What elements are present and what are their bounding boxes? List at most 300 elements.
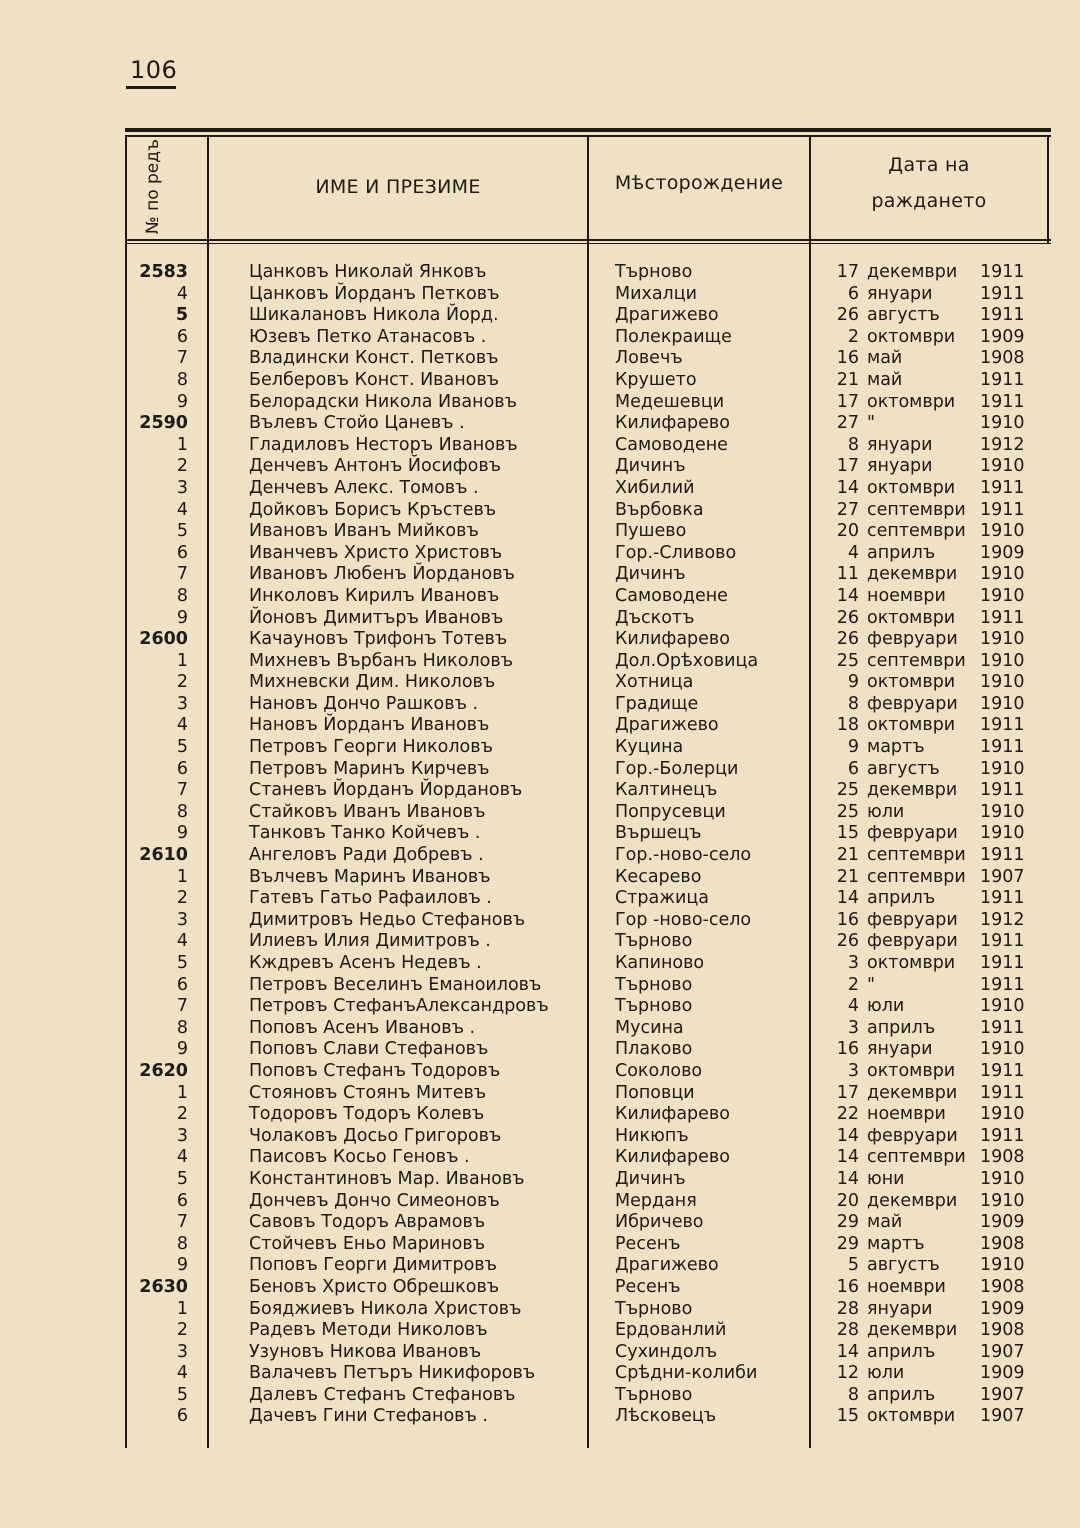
row-birthplace: Гор -ново-село (615, 909, 752, 930)
row-birth-day: 26 (836, 305, 859, 326)
row-number: 4 (176, 1147, 188, 1168)
row-number: 2610 (139, 845, 188, 866)
table-row (125, 1018, 1051, 1040)
row-number: 4 (176, 715, 188, 736)
row-birth-month: юли (867, 801, 905, 822)
table-row (125, 1299, 1051, 1321)
row-birth-day: 16 (836, 348, 859, 369)
row-birth-day: 17 (836, 262, 859, 282)
row-name: Юзевъ Петко Атанасовъ . (249, 326, 487, 347)
row-birth-month: февруари (867, 931, 958, 952)
row-number: 4 (176, 1363, 188, 1384)
row-birth-day: 29 (836, 1212, 859, 1233)
row-birth-day: 17 (836, 1082, 859, 1103)
row-birth-month: февруари (867, 1125, 958, 1146)
row-number: 2 (176, 1320, 188, 1341)
row-birth-day: 4 (847, 542, 859, 563)
row-birth-month: септември (867, 1147, 966, 1168)
row-birth-month: юли (867, 1363, 905, 1384)
row-birthplace: Плаково (615, 1039, 693, 1060)
row-name: Нановъ Дончо Рашковъ . (249, 693, 479, 714)
row-name: Беновъ Христо Обрешковъ (249, 1276, 500, 1297)
row-name: Стойчевъ Еньо Мариновъ (249, 1233, 486, 1254)
row-number: 9 (176, 823, 188, 844)
row-birth-month: май (867, 348, 903, 369)
table-row (125, 478, 1051, 500)
table-row (125, 370, 1051, 392)
row-number: 3 (176, 1125, 188, 1146)
row-number: 9 (176, 607, 188, 628)
table-row (125, 651, 1051, 673)
row-name: Качауновъ Трифонъ Тотевъ (249, 629, 508, 650)
table-row (125, 737, 1051, 759)
row-birth-month: априлъ (867, 1017, 936, 1038)
row-birth-year: 1909 (980, 1298, 1025, 1319)
row-birth-month: ноември (867, 585, 946, 606)
row-birth-month: октомври (867, 1406, 956, 1427)
table-row (125, 1169, 1051, 1191)
row-birthplace: Градище (615, 693, 699, 714)
row-birthplace: Дичинъ (615, 456, 686, 477)
row-birth-day: 16 (836, 1276, 859, 1297)
row-birth-year: 1909 (980, 542, 1025, 563)
row-name: Цанковъ Йорданъ Петковъ (249, 283, 500, 304)
row-number: 3 (176, 1341, 188, 1362)
row-number: 8 (176, 585, 188, 606)
row-name: Белорадски Никола Ивановъ (249, 391, 517, 412)
row-number: 1 (176, 1298, 188, 1319)
row-birth-day: 28 (836, 1298, 859, 1319)
table-row (125, 262, 1051, 284)
table-row (125, 715, 1051, 737)
row-name: Поповъ Асенъ Ивановъ . (249, 1017, 476, 1038)
row-birthplace: Хотница (615, 672, 694, 693)
row-birthplace: Драгижево (615, 1255, 719, 1276)
row-birth-day: 27 (836, 499, 859, 520)
row-birthplace: Хибилий (615, 477, 695, 498)
row-name: Вълевъ Стойо Цаневъ . (249, 413, 465, 434)
row-number: 1 (176, 866, 188, 887)
row-name: Ангеловъ Ради Добревъ . (249, 845, 484, 866)
row-birth-year: 1910 (980, 693, 1025, 714)
row-birth-day: 9 (847, 737, 859, 758)
row-name: Шикалановъ Никола Йорд. (249, 305, 499, 326)
table-row (125, 543, 1051, 565)
row-number: 5 (176, 953, 188, 973)
row-birth-year: 1910 (980, 758, 1025, 779)
row-birth-year: 1911 (980, 305, 1025, 326)
row-birthplace: Търново (615, 1384, 693, 1405)
row-birthplace: Гор.-ново-село (615, 845, 752, 866)
row-birth-year: 1908 (980, 1233, 1025, 1254)
table-row (125, 1061, 1051, 1083)
row-birth-year: 1907 (980, 1406, 1025, 1427)
row-birth-day: 14 (836, 888, 859, 909)
row-birth-day: 14 (836, 1125, 859, 1146)
row-birth-year: 1911 (980, 715, 1025, 736)
row-birth-month: май (867, 369, 903, 390)
row-birth-year: 1908 (980, 1276, 1025, 1297)
row-birthplace: Ибричево (615, 1212, 704, 1233)
table-row (125, 1126, 1051, 1148)
row-name: Дончевъ Дончо Симеоновъ (249, 1190, 500, 1211)
row-birth-month: октомври (867, 477, 956, 498)
row-number: 2 (176, 1104, 188, 1125)
row-number: 5 (176, 737, 188, 758)
row-name: Радевъ Методи Николовъ (249, 1320, 488, 1341)
row-birth-day: 20 (836, 1190, 859, 1211)
row-birth-year: 1910 (980, 1168, 1025, 1189)
row-birthplace: Търново (615, 974, 693, 995)
row-name: Димитровъ Недьо Стефановъ (249, 909, 526, 930)
row-name: Валачевъ Петъръ Никифоровъ (249, 1363, 536, 1384)
row-name: Ивановъ Любенъ Йордановъ (249, 564, 515, 585)
row-birthplace: Гор.-Сливово (615, 542, 737, 563)
row-birth-month: октомври (867, 715, 956, 736)
row-name: Илиевъ Илия Димитровъ . (249, 931, 491, 952)
row-birthplace: Върбовка (615, 499, 704, 520)
row-birth-year: 1910 (980, 564, 1025, 585)
row-number: 3 (176, 693, 188, 714)
table-row (125, 845, 1051, 867)
row-name: Станевъ Йорданъ Йордановъ (249, 780, 523, 801)
row-birth-month: мартъ (867, 1233, 925, 1254)
row-birth-year: 1910 (980, 801, 1025, 822)
row-name: Йоновъ Димитъръ Ивановъ (249, 607, 504, 628)
row-birth-day: 3 (847, 1060, 859, 1081)
row-number: 7 (176, 348, 188, 369)
row-birth-day: 11 (836, 564, 859, 585)
row-birth-day: 16 (836, 1039, 859, 1060)
row-name: Кждревъ Асенъ Недевъ . (249, 953, 482, 973)
row-birth-year: 1910 (980, 1104, 1025, 1125)
row-name: Тодоровъ Тодоръ Колевъ (249, 1104, 485, 1125)
row-birth-month: февруари (867, 909, 958, 930)
row-birthplace: Кесарево (615, 866, 702, 887)
row-birth-day: 14 (836, 1168, 859, 1189)
row-birth-month: августъ (867, 1255, 940, 1276)
header-birthdate-line1: Дата на (888, 154, 970, 176)
row-birthplace: Дол.Орѣховица (615, 650, 759, 671)
row-birth-month: ноември (867, 1104, 946, 1125)
row-name: Денчевъ Алекс. Томовъ . (249, 477, 479, 498)
row-birth-year: 1910 (980, 650, 1025, 671)
row-birth-month: септември (867, 845, 966, 866)
row-birth-year: 1910 (980, 629, 1025, 650)
row-birthplace: Ресенъ (615, 1233, 681, 1254)
row-birth-month: декември (867, 1190, 958, 1211)
table-row (125, 1083, 1051, 1105)
row-birth-year: 1911 (980, 1060, 1025, 1081)
table-row (125, 1363, 1051, 1385)
row-birthplace: Самоводене (615, 585, 728, 606)
row-birth-month: януари (867, 456, 933, 477)
row-birth-day: 25 (836, 780, 859, 801)
table-row (125, 694, 1051, 716)
row-birth-month: априлъ (867, 542, 936, 563)
table-row (125, 1385, 1051, 1407)
table-row (125, 1255, 1051, 1277)
row-birthplace: Лѣсковецъ (615, 1406, 717, 1427)
row-birth-year: 1912 (980, 909, 1025, 930)
row-birthplace: Стражица (615, 888, 710, 909)
row-birthplace: Никюпъ (615, 1125, 689, 1146)
row-number: 8 (176, 1017, 188, 1038)
table-row (125, 413, 1051, 435)
row-birth-year: 1911 (980, 607, 1025, 628)
table-row (125, 1342, 1051, 1364)
row-number: 2600 (139, 629, 188, 650)
row-number: 2620 (139, 1060, 188, 1081)
row-birth-year: 1911 (980, 780, 1025, 801)
table-body (125, 262, 1051, 1428)
row-birthplace: Ресенъ (615, 1276, 681, 1297)
row-birth-year: 1908 (980, 1320, 1025, 1341)
row-name: Цанковъ Николай Янковъ (249, 262, 487, 282)
row-birth-day: 8 (847, 693, 859, 714)
table-row (125, 392, 1051, 414)
row-birth-year: 1911 (980, 283, 1025, 304)
row-birth-day: 14 (836, 1341, 859, 1362)
header-name: ИМЕ И ПРЕЗИМЕ (315, 176, 481, 198)
row-birth-year: 1909 (980, 326, 1025, 347)
row-birth-month: октомври (867, 607, 956, 628)
row-birth-day: 6 (847, 283, 859, 304)
table-row (125, 1147, 1051, 1169)
table-row (125, 1191, 1051, 1213)
row-birthplace: Килифарево (615, 413, 730, 434)
row-birth-month: октомври (867, 326, 956, 347)
table-row (125, 888, 1051, 910)
row-name: Петровъ СтефанъАлександровъ (249, 996, 549, 1017)
row-birthplace: Драгижево (615, 305, 719, 326)
row-birth-year: 1911 (980, 845, 1025, 866)
row-number: 7 (176, 780, 188, 801)
table-row (125, 672, 1051, 694)
row-number: 4 (176, 283, 188, 304)
row-name: Петровъ Георги Николовъ (249, 737, 493, 758)
row-birth-month: февруари (867, 823, 958, 844)
row-birthplace: Търново (615, 996, 693, 1017)
row-birthplace: Капиново (615, 953, 705, 973)
row-birth-day: 18 (836, 715, 859, 736)
row-birth-year: 1910 (980, 456, 1025, 477)
table-row (125, 931, 1051, 953)
row-birth-month: априлъ (867, 888, 936, 909)
row-birth-month: юли (867, 996, 905, 1017)
row-name: Белберовъ Конст. Ивановъ (249, 369, 500, 390)
row-birth-year: 1911 (980, 974, 1025, 995)
row-birth-day: 14 (836, 477, 859, 498)
table-row (125, 586, 1051, 608)
row-birthplace: Килифарево (615, 1147, 730, 1168)
row-birth-day: 16 (836, 909, 859, 930)
row-name: Петровъ Маринъ Кирчевъ (249, 758, 490, 779)
row-number: 8 (176, 369, 188, 390)
row-birthplace: Попрусевци (615, 801, 726, 822)
row-birthplace: Дъскотъ (615, 607, 695, 628)
row-birthplace: Михалци (615, 283, 698, 304)
row-birth-day: 14 (836, 1147, 859, 1168)
header-birthplace: Мѣсторождение (614, 172, 784, 194)
row-birth-year: 1911 (980, 737, 1025, 758)
row-number: 1 (176, 1082, 188, 1103)
row-birth-day: 21 (836, 845, 859, 866)
row-name: Михневски Дим. Николовъ (249, 672, 496, 693)
row-name: Гатевъ Гатьо Рафаиловъ . (249, 888, 492, 909)
row-birth-year: 1907 (980, 866, 1025, 887)
table-row (125, 1320, 1051, 1342)
row-birth-month: януари (867, 434, 933, 455)
table-row (125, 975, 1051, 997)
row-number: 7 (176, 996, 188, 1017)
row-birthplace: Търново (615, 1298, 693, 1319)
row-birthplace: Килифарево (615, 1104, 730, 1125)
row-number: 3 (176, 477, 188, 498)
row-birth-year: 1907 (980, 1384, 1025, 1405)
row-name: Инколовъ Кирилъ Ивановъ (249, 585, 500, 606)
row-birth-year: 1911 (980, 953, 1025, 973)
row-number: 2 (176, 672, 188, 693)
row-number: 5 (175, 305, 188, 326)
table-row (125, 1406, 1051, 1428)
row-birth-day: 2 (847, 326, 859, 347)
row-birth-day: 26 (836, 931, 859, 952)
row-number: 8 (176, 1233, 188, 1254)
row-number: 6 (176, 1190, 188, 1211)
row-birth-month: августъ (867, 758, 940, 779)
row-number: 6 (176, 326, 188, 347)
row-birth-day: 20 (836, 521, 859, 542)
table-row (125, 802, 1051, 824)
header-bottom-rule (125, 239, 1051, 241)
row-birthplace: Мерданя (615, 1190, 697, 1211)
row-birthplace: Пушево (615, 521, 687, 542)
row-birth-year: 1911 (980, 391, 1025, 412)
row-birthplace: Медешевци (615, 391, 725, 412)
header-number: № по редъ (143, 138, 163, 234)
row-birth-year: 1911 (980, 499, 1025, 520)
row-name: Поповъ Слави Стефановъ (249, 1039, 489, 1060)
table-row (125, 500, 1051, 522)
row-number: 4 (176, 931, 188, 952)
row-birth-day: 8 (847, 434, 859, 455)
row-birthplace: Самоводене (615, 434, 728, 455)
row-birth-month: октомври (867, 1060, 956, 1081)
row-name: Бояджиевъ Никола Христовъ (249, 1298, 522, 1319)
row-birthplace: Поповци (615, 1082, 695, 1103)
row-birth-month: януари (867, 1039, 933, 1060)
row-birth-month: августъ (867, 305, 940, 326)
row-birth-day: 22 (836, 1104, 859, 1125)
table-row (125, 564, 1051, 586)
row-birth-year: 1910 (980, 1190, 1025, 1211)
row-birthplace: Дичинъ (615, 564, 686, 585)
row-birthplace: Мусина (615, 1017, 684, 1038)
row-birth-day: 4 (847, 996, 859, 1017)
row-birthplace: Ердованлий (615, 1320, 727, 1341)
row-number: 7 (176, 564, 188, 585)
row-birth-month: " (867, 974, 876, 995)
row-birth-month: априлъ (867, 1384, 936, 1405)
row-birth-year: 1909 (980, 1363, 1025, 1384)
row-birthplace: Соколово (615, 1060, 703, 1081)
row-birth-year: 1907 (980, 1341, 1025, 1362)
row-birth-day: 12 (836, 1363, 859, 1384)
table-row (125, 629, 1051, 651)
row-birth-month: януари (867, 283, 933, 304)
row-birthplace: Търново (615, 931, 693, 952)
row-name: Нановъ Йорданъ Ивановъ (249, 715, 490, 736)
table-row (125, 521, 1051, 543)
row-birth-year: 1910 (980, 996, 1025, 1017)
row-number: 6 (176, 542, 188, 563)
row-birth-month: юни (867, 1168, 905, 1189)
row-birth-month: октомври (867, 391, 956, 412)
row-number: 9 (176, 1039, 188, 1060)
row-birth-year: 1910 (980, 1255, 1025, 1276)
row-number: 6 (176, 1406, 188, 1427)
row-name: Стайковъ Иванъ Ивановъ (249, 801, 486, 822)
row-number: 2630 (139, 1276, 188, 1297)
row-name: Вълчевъ Маринъ Ивановъ (249, 866, 491, 887)
row-birthplace: Килифарево (615, 629, 730, 650)
row-birth-day: 17 (836, 391, 859, 412)
row-birth-day: 6 (847, 758, 859, 779)
row-number: 5 (176, 521, 188, 542)
table-row (125, 456, 1051, 478)
row-birth-month: септември (867, 866, 966, 887)
row-birth-year: 1909 (980, 1212, 1025, 1233)
header-bottom-rule-thin (125, 243, 1051, 244)
row-name: Петровъ Веселинъ Еманоиловъ (249, 974, 542, 995)
table-row (125, 1212, 1051, 1234)
table-row (125, 435, 1051, 457)
table-row (125, 823, 1051, 845)
table-row (125, 284, 1051, 306)
table-row (125, 348, 1051, 370)
row-number: 6 (176, 974, 188, 995)
row-name: Савовъ Тодоръ Аврамовъ (249, 1212, 486, 1233)
header-birthdate-line2: раждането (871, 190, 987, 212)
row-birth-day: 15 (836, 823, 859, 844)
row-birthplace: Вършецъ (615, 823, 702, 844)
row-name: Михневъ Върбанъ Николовъ (249, 650, 514, 671)
row-name: Далевъ Стефанъ Стефановъ (249, 1384, 516, 1405)
row-birth-day: 29 (836, 1233, 859, 1254)
row-birth-month: мартъ (867, 737, 925, 758)
row-number: 2590 (139, 413, 188, 434)
row-birth-day: 26 (836, 629, 859, 650)
table-row (125, 305, 1051, 327)
row-birth-year: 1911 (980, 888, 1025, 909)
row-birth-day: 25 (836, 650, 859, 671)
row-birthplace: Драгижево (615, 715, 719, 736)
row-birth-year: 1910 (980, 823, 1025, 844)
page-number: 106 (130, 56, 178, 84)
row-birthplace: Крушето (615, 369, 697, 390)
row-birth-day: 21 (836, 369, 859, 390)
row-birth-year: 1910 (980, 521, 1025, 542)
table-right-border (1047, 136, 1049, 244)
row-number: 9 (176, 391, 188, 412)
row-birth-day: 3 (847, 953, 859, 973)
table-row (125, 910, 1051, 932)
row-birth-year: 1910 (980, 672, 1025, 693)
row-birth-month: априлъ (867, 1341, 936, 1362)
row-birthplace: Сухиндолъ (615, 1341, 718, 1362)
row-number: 2 (176, 456, 188, 477)
